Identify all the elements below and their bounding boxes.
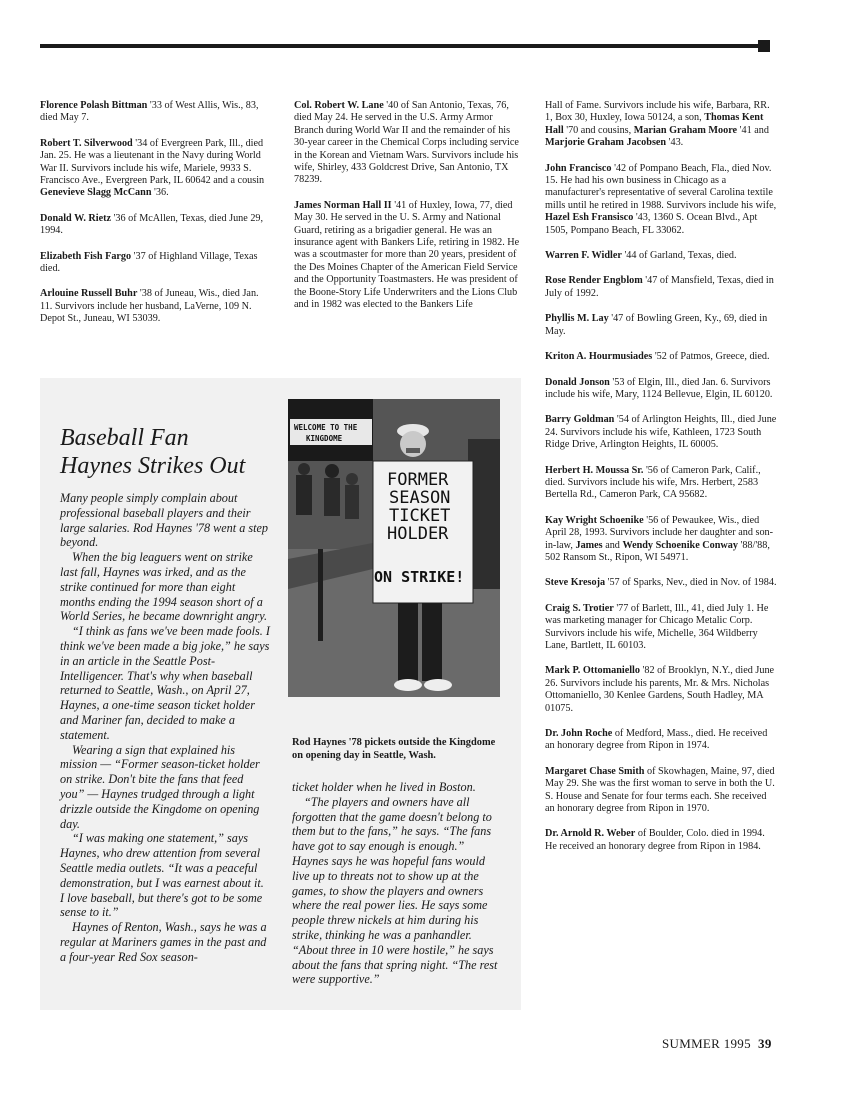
story-paragraph: “I think as fans we've been made fools. I think we've been made a big joke,” he says in an article in the Seattle Post-Intelligencer. That's why when baseball returned to Seattle, Wash., on April 27, Haynes, a one-time season ticket holder and Mariner fan, decided to make a statement. [60, 624, 270, 742]
obituary-entry: Arlouine Russell Buhr '38 of Juneau, Wis., died Jan. 11. Survivors include her husband, LaVerne, 109 N. Depot St., Juneau, WI 53039. [40, 288, 259, 325]
obituary-entry: Craig S. Trotier '77 of Barlett, Ill., 41, died July 1. He was marketing manager for Chicago Metalic Corp. Survivors include his wife, Michelle, 364 Wildberry Lane, Bartlett, IL 60103. [545, 602, 769, 651]
story-paragraph: Wearing a sign that explained his mission — “Former season-ticket holder on strike. Don't bite the fans that feed you” — Haynes trudged through a light drizzle outside the Kingdome on opening day. [60, 742, 260, 831]
story-paragraph: Many people simply complain about professional baseball players and their large salaries. Rod Haynes '78 went a step beyond. [60, 491, 268, 550]
issue-label: SUMMER 1995 [662, 1036, 751, 1051]
obituary-entry: James Norman Hall II '41 of Huxley, Iowa, 77, died May 30. He served in the U. S. Army and National Guard, retiring as a brigadier general. He was an insurance agent with Bankers Life, retiring in 1982. He was a scoutmaster for more than 20 years, president of the Des Moines Chapter of the American Field Service and the Opportunity Toastmasters. He was president of the Boone-Story Life Underwriters and the Lions Club and in 1982 was elected to the Bankers Life [294, 199, 520, 311]
obituary-entry: Donald Jonson '53 of Elgin, Ill., died Jan. 6. Survivors include his wife, Mary, 1124 Bellevue, Elgin, IL 60120. [545, 376, 773, 400]
obituary-entry: Donald W. Rietz '36 of McAllen, Texas, died June 29, 1994. [40, 212, 264, 237]
story-paragraph: Haynes of Renton, Wash., says he was a regular at Mariners games in the past and a four-year Red Sox season- [60, 920, 267, 964]
obituary-column-3 [545, 100, 777, 866]
obituary-column-2 [294, 100, 520, 325]
obituary-entry: Margaret Chase Smith of Skowhagen, Maine, 97, died May 29. She was the first woman to serve in both the U. S. House and Senate for four terms each. She received an honorary degree from Ripon in 1970. [545, 765, 775, 815]
feature-story-column-1 [60, 491, 270, 965]
obituary-entry: Herbert H. Moussa Sr. '56 of Cameron Park, Calif., died. Survivors include his wife, Mrs. Herbert, 2583 Bertella Rd., Cameron Park, CA 95682. [545, 464, 761, 501]
sign-line-4: HOLDER [387, 524, 449, 544]
obituary-entry: Barry Goldman '54 of Arlington Heights, Ill., died June 24. Survivors include his wife, Kathleen, 1723 South Ridge Drive, Arlington Heights, IL 60005. [545, 414, 777, 451]
story-paragraph: When the big leaguers went on strike last fall, Haynes was irked, and as the strike continued for more than eight months ending the 1994 season short of a World Series, he became downright angry. [60, 550, 268, 624]
obituary-entry: Hall of Fame. Survivors include his wife, Barbara, RR. 1, Box 30, Huxley, Iowa 50124, a son, Thomas Kent Hall '70 and cousins, Marian Graham Moore '41 and Marjorie Graham Jacobsen '43. [545, 100, 770, 149]
page-footer [662, 1036, 772, 1052]
obituary-entry: Florence Polash Bittman '33 of West Allis, Wis., 83, died May 7. [40, 100, 259, 124]
obituary-entry: Dr. John Roche of Medford, Mass., died. He received an honorary degree from Ripon in 1974. [545, 728, 768, 752]
banner-line-2: KINGDOME [306, 434, 343, 443]
obituary-entry: Rose Render Engblom '47 of Mansfield, Texas, died in July of 1992. [545, 275, 774, 299]
sign-line-3: TICKET [389, 506, 451, 526]
feature-story-column-2 [292, 780, 502, 987]
photo-caption: Rod Haynes '78 pickets outside the Kingdome on opening day in Seattle, Wash. [292, 737, 496, 761]
sign-line-2: SEASON [389, 488, 451, 508]
obituary-entry: Steve Kresoja '57 of Sparks, Nev., died in Nov. of 1984. [545, 577, 777, 589]
obituary-entry: Kay Wright Schoenike '56 of Pewaukee, Wis., died April 28, 1993. Survivors include her daughter and son-in-law, James and Wendy Schoenike Conway '88/'88, 502 Ransom St., Ripon, WI 54971. [545, 514, 774, 563]
obituary-entry: Col. Robert W. Lane '40 of San Antonio, Texas, 76, died May 24. He served in the U.S. Army Armor Branch during World War II and the remainder of his 30-year career in the Chemical Corps including service in the Korean and Vietnam Wars. Survivors include his wife, Shirley, 433 Goldcrest Drive, San Antonio, TX 78239. [294, 100, 519, 186]
obituary-entry: John Francisco '42 of Pompano Beach, Fla., died Nov. 15. He had his own business in Chicago as a manufacturer's representative of several Carolina textile mills until he retired in 1988. Survivors include his wife, Hazel Esh Fransisco '43, 1360 S. Ocean Blvd., Apt 1505, Pompano Beach, FL 33062. [545, 162, 777, 236]
top-rule-end-block [758, 40, 770, 52]
feature-photo [288, 399, 500, 697]
sign-line-1: FORMER [387, 470, 449, 490]
obituary-column-1 [40, 100, 266, 339]
obituary-entry: Elizabeth Fish Fargo '37 of Highland Village, Texas died. [40, 250, 258, 275]
obituary-entry: Mark P. Ottomaniello '82 of Brooklyn, N.Y., died June 26. Survivors include his parents, Mr. & Mrs. Nicholas Ottomaniello, 30 Kenlee Gardens, South Hadley, MA 01075. [545, 665, 775, 714]
obituary-entry: Warren F. Widler '44 of Garland, Texas, died. [545, 250, 737, 262]
obituary-entry: Robert T. Silverwood '34 of Evergreen Park, Ill., died Jan. 25. He was a lieutenant in the Navy during World War II. Survivors include his wife, Mariele, 9933 S. Francisco Ave., Evergreen Park, IL 60642 and a cousin Genevieve Slagg McCann '36. [40, 137, 265, 199]
story-paragraph: ticket holder when he lived in Boston. [292, 780, 476, 794]
obituary-entry: Dr. Arnold R. Weber of Boulder, Colo. died in 1994. He received an honorary degree from Ripon in 1984. [545, 828, 765, 852]
banner-line-1: WELCOME TO THE [294, 423, 358, 432]
obituary-entry: Phyllis M. Lay '47 of Bowling Green, Ky., 69, died in May. [545, 313, 768, 337]
top-rule [40, 44, 761, 48]
obituary-entry: Kriton A. Hourmusiades '52 of Patmos, Greece, died. [545, 351, 770, 363]
feature-headline: Baseball Fan Haynes Strikes Out [60, 425, 246, 479]
sign-line-5: ON STRIKE! [374, 568, 465, 586]
story-paragraph: “The players and owners have all forgotten that the game doesn't belong to them but to the fans,” he says. “The fans have got to say enough is enough.” Haynes says he was hopeful fans would live up to threats not to show up at the games, to show the players and owners where the real power lies. He says some people threw nickels at him during his strike, thinking he was a panhandler. “About three in 10 were hostile,” he says about the fans that spring night. “The rest were supportive.” [292, 794, 498, 987]
page-number: 39 [758, 1036, 772, 1051]
story-paragraph: “I was making one statement,” says Haynes, who drew attention from several Seattle media outlets. “It was a peaceful demonstration, but I was earnest about it. I love baseball, but there's got to be some sense to it.” [60, 831, 264, 920]
